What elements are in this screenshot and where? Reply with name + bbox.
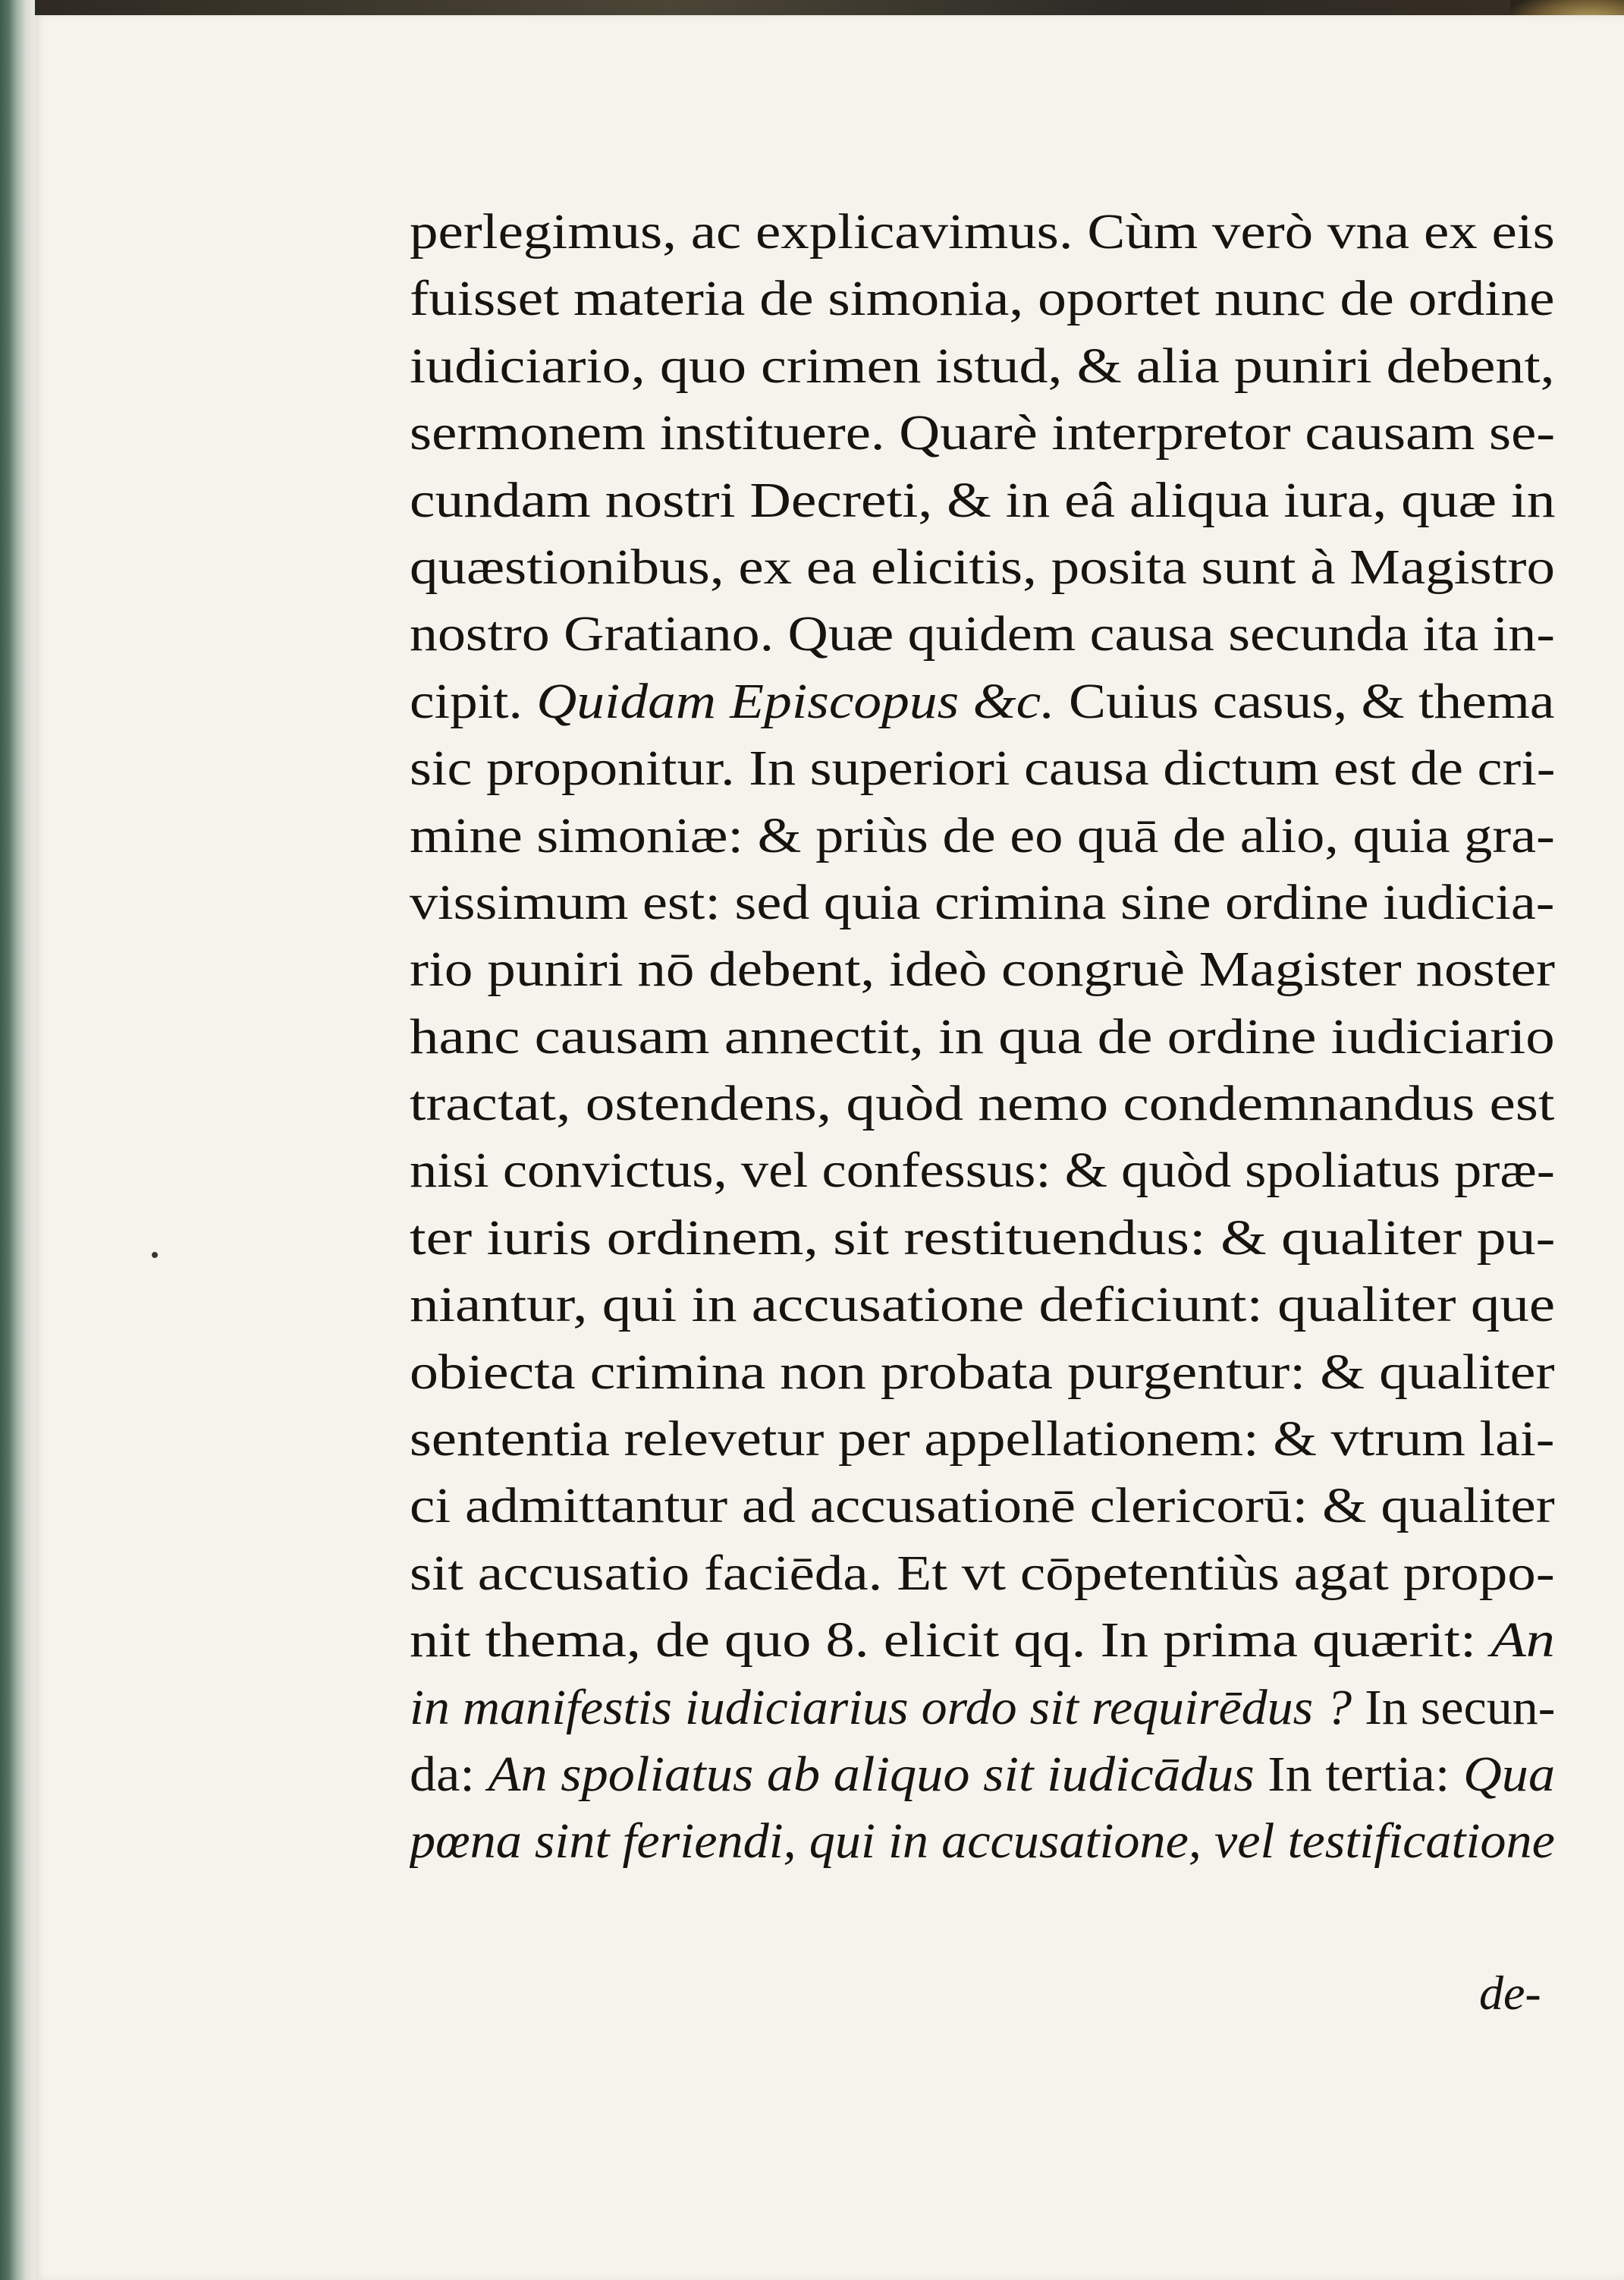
text-line: obiecta crimina non probata purgentur: & qualiter bbox=[410, 1344, 1555, 1400]
text-line: rio puniri nō debent, ideò congruè Magister noster bbox=[410, 942, 1555, 998]
catchword: de- bbox=[1479, 1966, 1541, 2020]
text-line: ci admittantur ad accusationē clericorū: & qualiter bbox=[410, 1478, 1555, 1534]
roman-run: In tertia: bbox=[1254, 1746, 1463, 1802]
text-line bbox=[410, 1607, 1624, 1674]
text-line: cundam nostri Decreti, & in eâ aliqua iura, quæ in bbox=[410, 472, 1556, 528]
text-line bbox=[410, 1741, 1624, 1808]
roman-run: Cuius casus, & thema bbox=[1054, 673, 1555, 729]
roman-run: cipit. bbox=[410, 673, 537, 729]
text-line: mine simoniæ: & priùs de eo quā de alio, quia gra- bbox=[410, 807, 1555, 863]
text-line: sic proponitur. In superiori causa dictum est de cri- bbox=[410, 741, 1556, 797]
text-line: nisi convictus, vel confessus: & quòd spoliatus præ- bbox=[410, 1143, 1555, 1199]
margin-mark bbox=[152, 1252, 158, 1258]
roman-run: nit thema, de quo 8. elicit qq. In prima quærit: bbox=[410, 1612, 1491, 1668]
text-line: sit accusatio faciēda. Et vt cōpetentiùs agat propo- bbox=[410, 1545, 1555, 1601]
text-line: niantur, qui in accusatione deficiunt: qualiter que bbox=[410, 1277, 1556, 1333]
text-line: perlegimus, ac explicavimus. Cùm verò vna ex eis bbox=[410, 204, 1555, 259]
italic-run: An spoliatus ab aliquo sit iudicādus bbox=[488, 1746, 1255, 1802]
text-line bbox=[410, 1675, 1590, 1741]
book-edge-top bbox=[35, 0, 1624, 17]
text-line: sententia relevetur per appellationem: & vtrum lai- bbox=[410, 1411, 1555, 1467]
italic-run: in manifestis iudiciarius ordo sit requirēdus ? bbox=[410, 1679, 1352, 1735]
text-line bbox=[410, 668, 1624, 735]
roman-run: da: bbox=[410, 1746, 488, 1802]
text-line: hanc causam annectit, in qua de ordine iudiciario bbox=[410, 1008, 1555, 1065]
italic-run: Quidam Episcopus &c. bbox=[536, 673, 1055, 729]
italic-run: pœna sint feriendi, qui in accusatione, vel testificatione bbox=[410, 1813, 1555, 1870]
text-line: iudiciario, quo crimen istud, & alia puniri debent, bbox=[410, 338, 1555, 394]
text-line: tractat, ostendens, quòd nemo condemnandus est bbox=[410, 1076, 1555, 1132]
text-line: quæstionibus, ex ea elicitis, posita sunt à Magistro bbox=[410, 539, 1556, 595]
italic-run: An bbox=[1490, 1612, 1555, 1668]
text-line: vissimum est: sed quia crimina sine ordine iudicia- bbox=[410, 874, 1555, 930]
roman-run: In secun- bbox=[1352, 1679, 1556, 1735]
text-line: fuisset materia de simonia, oportet nunc de ordine bbox=[410, 271, 1555, 327]
italic-run: Qua bbox=[1462, 1746, 1556, 1802]
text-line: ter iuris ordinem, sit restituendus: & qualiter pu- bbox=[410, 1209, 1556, 1266]
body-text bbox=[410, 199, 1555, 1876]
text-line: sermonem instituere. Quarè interpretor causam se- bbox=[410, 405, 1556, 461]
text-line bbox=[410, 1808, 1594, 1875]
text-line: nostro Gratiano. Quæ quidem causa secunda ita in- bbox=[410, 606, 1555, 662]
